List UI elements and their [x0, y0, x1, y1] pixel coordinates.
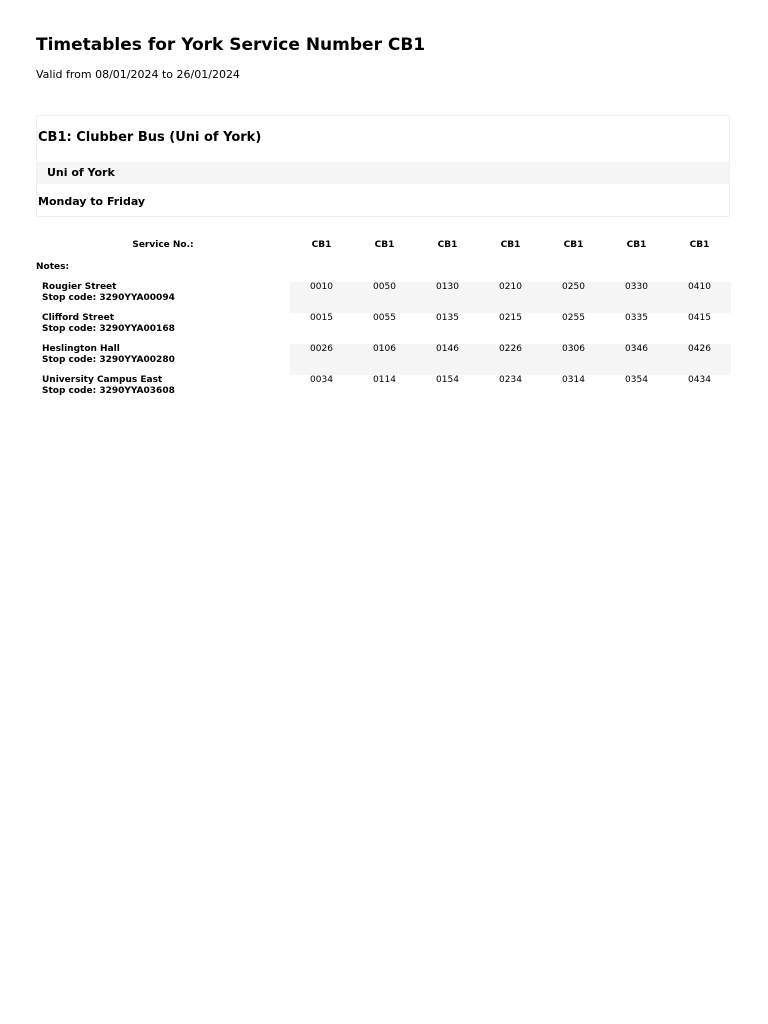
direction-label: Uni of York	[47, 166, 115, 179]
departure-time: 0330	[605, 282, 668, 313]
departure-time: 0255	[562, 313, 585, 323]
service-info-box	[36, 115, 730, 217]
stop-cell	[36, 282, 290, 313]
operating-days: Monday to Friday	[38, 195, 146, 208]
departure-time: 0210	[479, 282, 542, 313]
stop-cell	[36, 313, 290, 344]
service-number: CB1	[374, 240, 395, 250]
departure-time: 0130	[416, 282, 479, 313]
service-number: CB1	[563, 240, 584, 250]
service-number: CB1	[689, 240, 710, 250]
departure-time: 0415	[688, 313, 711, 323]
departure-time: 0154	[436, 375, 459, 385]
departure-time: 0335	[625, 313, 648, 323]
stop-code: Stop code: 3290YYA00094	[42, 293, 175, 303]
service-number: CB1	[311, 240, 332, 250]
stop-cell	[36, 375, 290, 406]
page-title: Timetables for York Service Number CB1	[36, 35, 426, 55]
stop-row	[36, 282, 731, 313]
validity-dates: Valid from 08/01/2024 to 26/01/2024	[36, 68, 240, 81]
departure-time: 0434	[688, 375, 711, 385]
departure-time: 0146	[416, 344, 479, 375]
stop-row	[36, 375, 731, 406]
departure-time: 0026	[290, 344, 353, 375]
stop-name: Clifford Street	[42, 313, 114, 323]
service-number-row	[36, 240, 731, 262]
timetable	[36, 240, 731, 406]
stop-row	[36, 313, 731, 344]
stop-name: University Campus East	[42, 375, 163, 385]
service-number: CB1	[437, 240, 458, 250]
departure-time: 0314	[562, 375, 585, 385]
departure-time: 0010	[290, 282, 353, 313]
departure-time: 0410	[668, 282, 731, 313]
stop-code: Stop code: 3290YYA00280	[42, 355, 175, 365]
departure-time: 0346	[605, 344, 668, 375]
departure-time: 0034	[310, 375, 333, 385]
direction-bar	[37, 162, 729, 184]
stop-name: Heslington Hall	[42, 344, 120, 354]
stop-code: Stop code: 3290YYA00168	[42, 324, 175, 334]
service-number: CB1	[500, 240, 521, 250]
stop-row	[36, 344, 731, 375]
departure-time: 0050	[353, 282, 416, 313]
departure-time: 0106	[353, 344, 416, 375]
departure-time: 0135	[436, 313, 459, 323]
stop-cell	[36, 344, 290, 375]
departure-time: 0215	[499, 313, 522, 323]
route-heading: CB1: Clubber Bus (Uni of York)	[38, 130, 262, 145]
departure-time: 0015	[310, 313, 333, 323]
stop-code: Stop code: 3290YYA03608	[42, 386, 175, 396]
notes-label: Notes:	[36, 262, 70, 272]
service-number-label: Service No.:	[132, 240, 194, 250]
service-number: CB1	[626, 240, 647, 250]
departure-time: 0250	[542, 282, 605, 313]
departure-time: 0114	[373, 375, 396, 385]
notes-row	[36, 262, 731, 282]
departure-time: 0426	[668, 344, 731, 375]
departure-time: 0354	[625, 375, 648, 385]
departure-time: 0226	[479, 344, 542, 375]
departure-time: 0055	[373, 313, 396, 323]
stop-name: Rougier Street	[42, 282, 117, 292]
departure-time: 0306	[542, 344, 605, 375]
departure-time: 0234	[499, 375, 522, 385]
